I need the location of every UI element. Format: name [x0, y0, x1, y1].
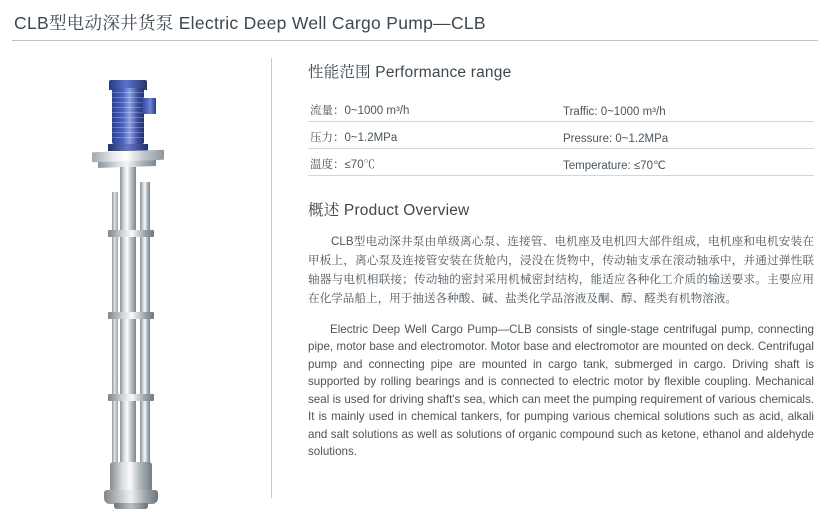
- pipe-clamp-shape: [108, 394, 154, 401]
- spec-value-en: Temperature: ≤70℃: [561, 148, 814, 175]
- pipe-clamp-shape: [108, 312, 154, 319]
- table-row: [308, 94, 814, 121]
- overview-paragraph-cn: CLB型电动深井泵由单级离心泵、连接管、电机座及电机四大部件组成，电机座和电机安装在甲板上，离心泵及连接管安装在货舱内，浸没在货物中，传动轴支承在滚动轴承中，并通过弹性联轴器与电机相联接；传动轴的密封采用机械密封结构，能适应各种化工介质的输送要求。主要应用在化学品船上，用于抽送各种酸、碱、盐类化学品溶液及酮、醇、醛类有机物溶液。: [308, 234, 814, 305]
- spec-value-en: Pressure: 0~1.2MPa: [561, 121, 814, 148]
- page-header: [0, 0, 830, 44]
- page-title: CLB型电动深井货泵 Electric Deep Well Cargo Pump—CLB: [14, 13, 486, 33]
- drive-shaft-tube-shape: [140, 182, 150, 472]
- column-divider: [271, 58, 272, 498]
- spec-value-cn: 流量：0~1000 m³/h: [308, 94, 561, 121]
- performance-range-table: [308, 94, 814, 176]
- spec-value-cn: 压力：0~1.2MPa: [308, 121, 561, 148]
- pump-suction-inlet-shape: [104, 490, 158, 504]
- spec-value-en: Traffic: 0~1000 m³/h: [561, 94, 814, 121]
- spec-value-cn: 温度：≤70℃: [308, 148, 561, 175]
- overview-paragraph-en: Electric Deep Well Cargo Pump—CLB consists of single-stage centrifugal pump, connecting pipe, motor base and electromotor. Motor base and electromotor are mounted on deck. Centrifugal pump and connecting pipe are mounted in cargo tank, submerged in cargo. Driving shaft is supported by rolling bearings and is connected to electric motor by flexible coupling. Mechanical seal is used for driving shaft's sea, which can meet the pumping requirement of various chemicals. It is mainly used in chemical tankers, for pumping various chemical solutions such as acid, alkali and salt solutions as well as solutions of organic compound such as ketone, ethanol and aldehyde solutions.: [308, 322, 814, 458]
- product-overview-section: [308, 198, 814, 461]
- performance-range-heading: 性能范围 Performance range: [308, 64, 512, 81]
- pump-illustration: [78, 62, 198, 502]
- pipe-clamp-shape: [108, 230, 154, 237]
- specification-column: [308, 60, 814, 461]
- motor-terminal-box-shape: [142, 98, 156, 114]
- motor-fins-shape: [112, 92, 144, 140]
- product-image-column: [0, 44, 270, 512]
- table-row: [308, 121, 814, 148]
- product-overview-heading: 概述 Product Overview: [308, 201, 470, 219]
- header-divider: [12, 40, 818, 41]
- pump-foot-shape: [114, 503, 148, 509]
- table-row: [308, 148, 814, 175]
- centrifugal-pump-body-shape: [110, 462, 152, 492]
